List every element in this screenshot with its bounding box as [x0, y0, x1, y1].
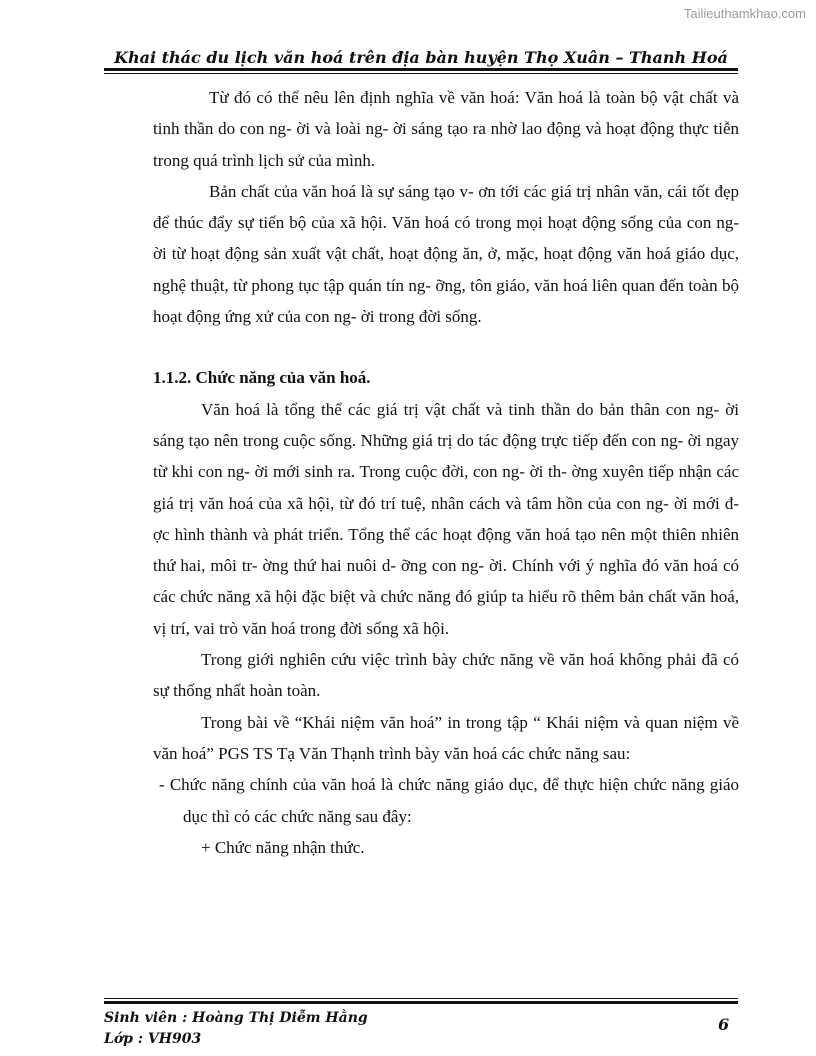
page-body — [153, 82, 739, 863]
paragraph-citation: Trong bài về “Khái niệm văn hoá” in trong tập “ Khái niệm và quan niệm về văn hoá” PGS TS Tạ Văn Thạnh trình bày văn hoá các chức năng sau: — [153, 712, 739, 763]
footer-info — [104, 1008, 368, 1050]
paragraph-research: Trong giới nghiên cứu việc trình bày chức năng về văn hoá không phải đã có sự thống nhất hoàn toàn. — [153, 650, 739, 701]
footer-class: Lớp : VH903 — [104, 1031, 202, 1047]
header-rule — [104, 68, 738, 74]
paragraph-essence: Bản chất của văn hoá là sự sáng tạo v- ơn tới các giá trị nhân văn, cái tốt đẹp để thúc đẩy sự tiến bộ của xã hội. Văn hoá có trong mọi hoạt động sống của con ng- ời từ hoạt động sản xuất vật chất, hoạt động ăn, ở, mặc, hoạt động văn hoá giáo dục, nghệ thuật, từ phong tục tập quán tín ng- ỡng, tôn giáo, văn hoá liên quan đến toàn bộ hoạt động ứng xử của con ng- ời trong đời sống. — [153, 181, 739, 327]
running-header: Khai thác du lịch văn hoá trên địa bàn huyện Thọ Xuân – Thanh Hoá — [114, 48, 728, 67]
section-heading: 1.1.2. Chức năng của văn hoá. — [153, 368, 371, 388]
footer-student: Sinh viên : Hoàng Thị Diễm Hằng — [104, 1010, 368, 1026]
footer-rule — [104, 998, 738, 1004]
paragraph-definition: Từ đó có thể nêu lên định nghĩa về văn hoá: Văn hoá là toàn bộ vật chất và tinh thần do con ng- ời và loài ng- ời sáng tạo ra nhờ lao động và hoạt động thực tiễn trong quá trình lịch sử của mình. — [153, 88, 739, 170]
paragraph-functions-intro: Văn hoá là tổng thể các giá trị vật chất và tinh thần do bản thân con ng- ời sáng tạo nên trong cuộc sống. Những giá trị do tác động trực tiếp đến con ng- ời ngay từ khi con ng- ời mới sinh ra. Trong cuộc đời, con ng- ời th- ờng xuyên tiếp nhận các giá trị văn hoá của xã hội, từ đó trí tuệ, nhân cách và tâm hồn của con ng- ời mới đ- ợc hình thành và phát triển. Tổng thể các hoạt động văn hoá tạo nên một thiên nhiên thứ hai, môi tr- ờng thứ hai nuôi d- ỡng con ng- ời. Chính với ý nghĩa đó văn hoá có các chức năng xã hội đặc biệt và chức năng đó giúp ta hiểu rõ thêm bản chất văn hoá, vị trí, vai trò văn hoá trong đời sống xã hội. — [153, 399, 739, 638]
page-number: 6 — [718, 1015, 730, 1034]
watermark: Tailieuthamkhao.com — [683, 6, 806, 21]
list-item-cognitive-function: + Chức năng nhận thức. — [201, 837, 365, 857]
list-item-main-function: - Chức năng chính của văn hoá là chức năng giáo dục, để thực hiện chức năng giáo dục thì có các chức năng sau đây: — [159, 775, 739, 826]
